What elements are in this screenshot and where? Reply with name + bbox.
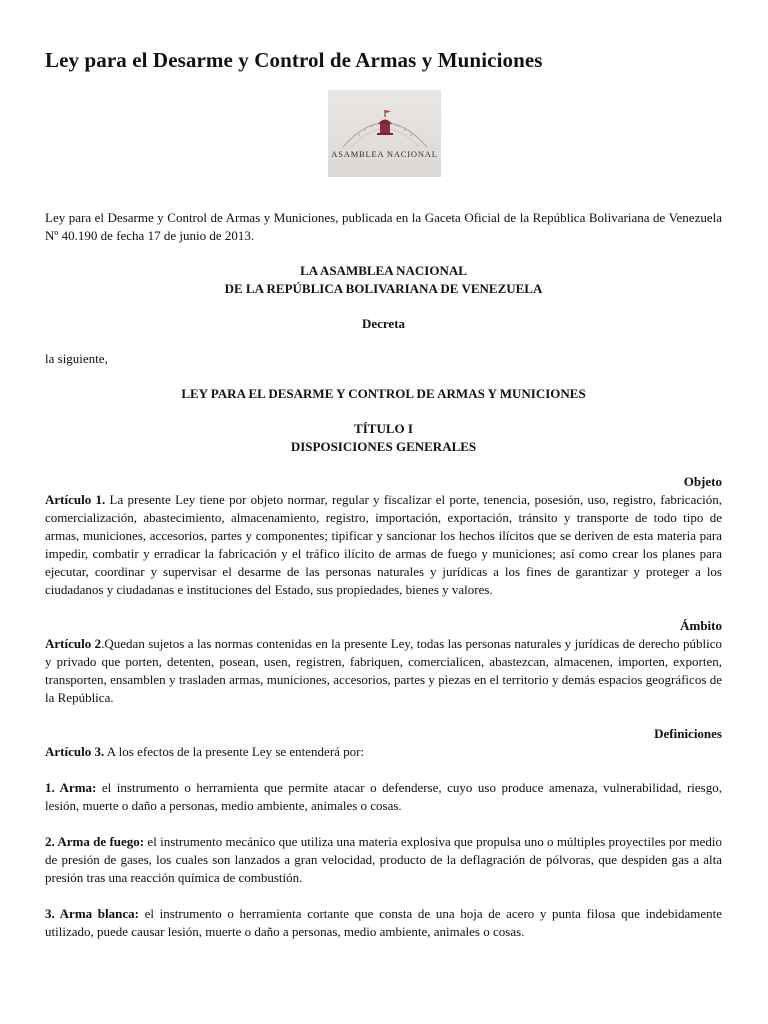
- asamblea-nacional-logo: [328, 90, 441, 177]
- article-2: [45, 635, 722, 707]
- document-title: Ley para el Desarme y Control de Armas y Municiones: [45, 48, 543, 72]
- article-1: [45, 491, 722, 599]
- logo-text: ASAMBLEA NACIONAL: [331, 149, 438, 159]
- law-heading: LEY PARA EL DESARME Y CONTROL DE ARMAS Y MUNICIONES: [181, 386, 586, 401]
- issuer-line-1: LA ASAMBLEA NACIONAL: [300, 263, 467, 278]
- article-2-heading: Ámbito: [680, 618, 722, 633]
- article-3-heading: Definiciones: [654, 726, 722, 741]
- article-1-text: La presente Ley tiene por objeto normar, regular y fiscalizar el porte, tenencia, posesión, uso, registro, fabricación, comercialización, abastecimiento, almacenamiento, registro, importación, exportación, tránsito y transporte de todo tipo de armas, municiones, accesorios, partes y componentes; tipificar y sancionar los hechos ilícitos que se deriven de esta materia para impedir, combatir y erradicar la fabricación y el tráfico ilícito de armas de fuego y municiones; así como crear los planes para ejecutar, coordinar y supervisar el desarme de las personas naturales y jurídicas a los fines de garantizar y proteger a los ciudadanos y ciudadanas e instituciones del Estado, sus propiedades, bienes y valores.: [45, 492, 722, 597]
- article-2-text: .Quedan sujetos a las normas contenidas en la presente Ley, todas las personas naturales y jurídicas de derecho público y privado que porten, detenten, posean, usen, registren, fabriquen, comercialicen, abastezcan, almacenen, importen, exporten, transporten, ensamblen y trasladen armas, municiones, accesorios, partes y piezas en el territorio y demás espacios geográficos de la República.: [45, 636, 723, 705]
- decree-label: Decreta: [361, 316, 406, 331]
- article-1-heading: Objeto: [683, 474, 722, 489]
- title-name: DISPOSICIONES GENERALES: [290, 439, 477, 454]
- definition-3-label: 3. Arma blanca:: [45, 906, 139, 921]
- intro-paragraph: Ley para el Desarme y Control de Armas y Municiones, publicada en la Gaceta Oficial de la República Bolivariana de Venezuela Nº 40.190 de fecha 17 de junio de 2013.: [45, 210, 722, 243]
- article-3-text: A los efectos de la presente Ley se entenderá por:: [104, 744, 365, 759]
- issuer-line-2: DE LA REPÚBLICA BOLIVARIANA DE VENEZUELA: [224, 281, 543, 296]
- article-3: [45, 743, 722, 761]
- article-1-label: Artículo 1.: [45, 492, 106, 507]
- definition-3-text: el instrumento o herramienta cortante que consta de una hoja de acero y punta filosa que indebidamente utilizado, puede causar lesión, muerte o daño a personas, medio ambiente, animales o cosas.: [45, 906, 723, 939]
- definition-1-label: 1. Arma:: [45, 780, 97, 795]
- definition-1: [45, 779, 722, 815]
- definition-2: [45, 833, 722, 887]
- following-text: la siguiente,: [45, 351, 108, 366]
- title-number: TÍTULO I: [354, 421, 413, 436]
- capitol-dome-icon: [337, 107, 433, 151]
- definition-1-text: el instrumento o herramienta que permite atacar o defenderse, cuyo uso produce amenaza, vulnerabilidad, riesgo, lesión, muerte o daño a personas, medio ambiente, animales o cosas.: [45, 780, 722, 813]
- article-3-label: Artículo 3.: [45, 744, 105, 759]
- document-body: [45, 209, 722, 941]
- definition-3: [45, 905, 722, 941]
- definition-2-text: el instrumento mecánico que utiliza una materia explosiva que propulsa uno o múltiples proyectiles por medio de presión de gases, los cuales son lanzados a gran velocidad, producto de la deflagración de pólvoras, que despiden gas a alta presión tras una reacción química de combustión.: [45, 834, 722, 885]
- definition-2-label: 2. Arma de fuego:: [45, 834, 145, 849]
- article-2-label: Artículo 2: [45, 636, 102, 651]
